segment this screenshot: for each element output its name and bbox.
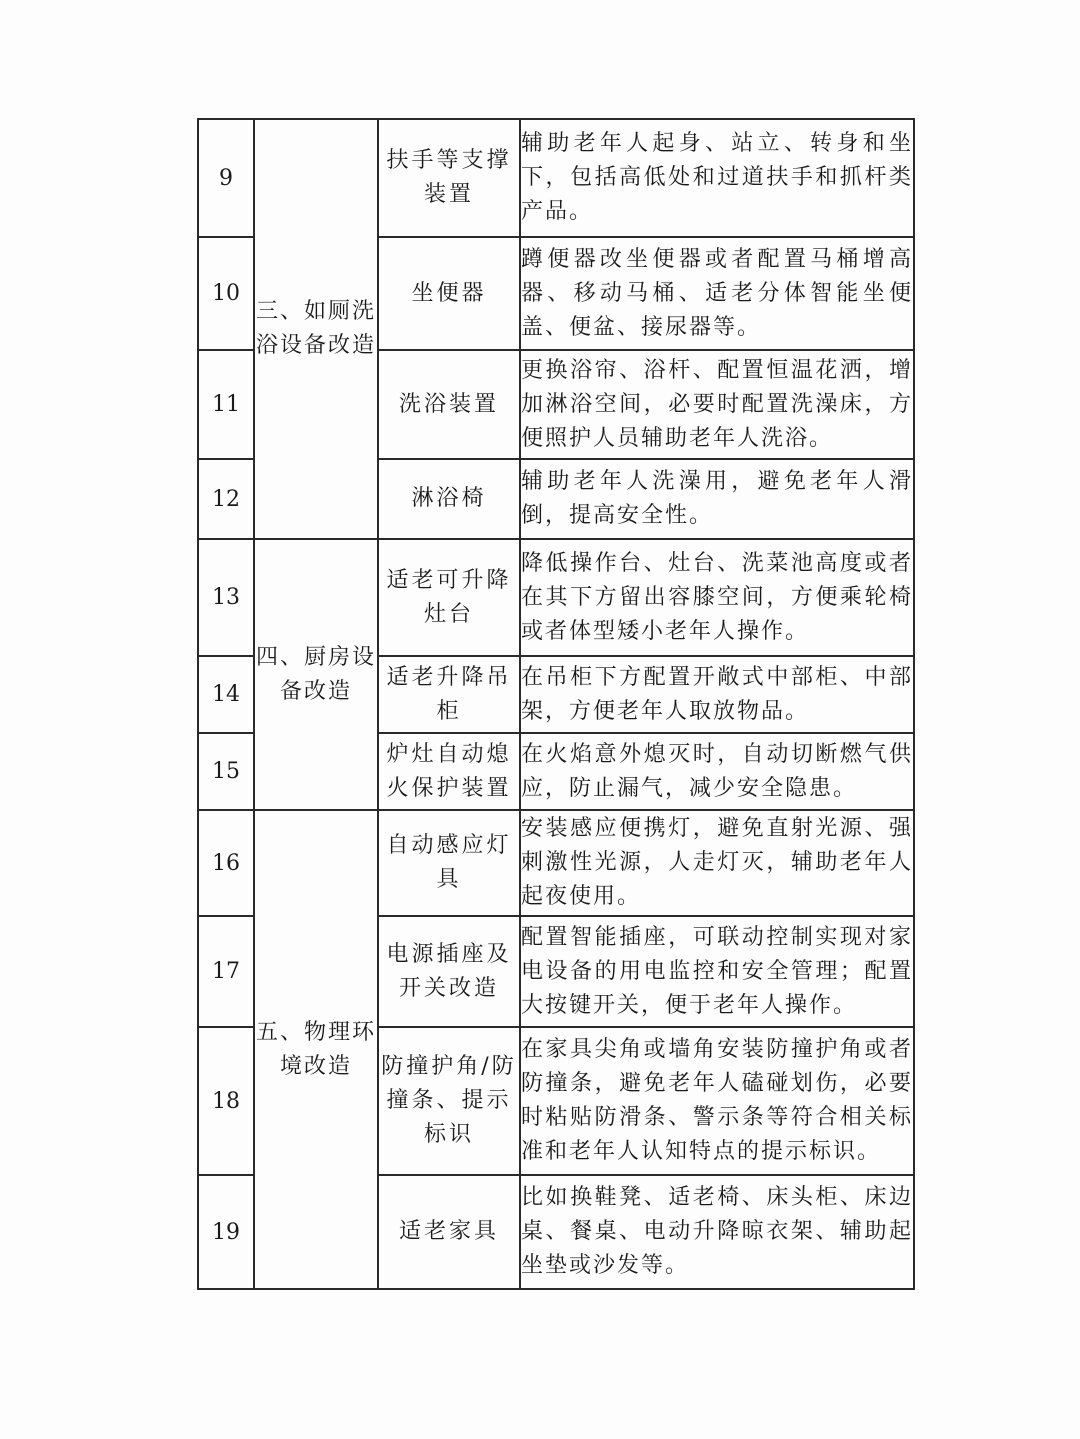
item-name: 防撞护角/防撞条、提示标识: [378, 1027, 520, 1175]
item-name: 适老家具: [378, 1175, 520, 1289]
item-description: 在吊柜下方配置开敞式中部柜、中部架，方便老年人取放物品。: [520, 656, 914, 733]
item-name: 炉灶自动熄火保护装置: [378, 733, 520, 810]
item-name: 淋浴椅: [378, 459, 520, 539]
row-number: 13: [198, 539, 254, 656]
table-row: [198, 810, 914, 916]
category-cell: 四、厨房设备改造: [254, 539, 378, 810]
row-number: 12: [198, 459, 254, 539]
table-row: [198, 539, 914, 656]
category-cell: 五、物理环境改造: [254, 810, 378, 1289]
item-name: 洗浴装置: [378, 350, 520, 459]
item-name: 适老升降吊柜: [378, 656, 520, 733]
item-description: 降低操作台、灶台、洗菜池高度或者在其下方留出容膝空间，方便乘轮椅或者体型矮小老年人操作。: [520, 539, 914, 656]
item-description: 更换浴帘、浴杆、配置恒温花洒，增加淋浴空间，必要时配置洗澡床，方便照护人员辅助老年人洗浴。: [520, 350, 914, 459]
item-name: 电源插座及开关改造: [378, 916, 520, 1027]
item-name: 自动感应灯具: [378, 810, 520, 916]
item-description: 辅助老年人起身、站立、转身和坐下，包括高低处和过道扶手和抓杆类产品。: [520, 119, 914, 237]
category-cell: 三、如厕洗浴设备改造: [254, 119, 378, 539]
row-number: 10: [198, 237, 254, 350]
renovation-items-table: [197, 118, 915, 1290]
table-row: [198, 119, 914, 237]
item-description: 比如换鞋凳、适老椅、床头柜、床边桌、餐桌、电动升降晾衣架、辅助起坐垫或沙发等。: [520, 1175, 914, 1289]
row-number: 17: [198, 916, 254, 1027]
row-number: 16: [198, 810, 254, 916]
row-number: 9: [198, 119, 254, 237]
item-description: 安装感应便携灯，避免直射光源、强刺激性光源，人走灯灭，辅助老年人起夜使用。: [520, 810, 914, 916]
row-number: 18: [198, 1027, 254, 1175]
item-name: 扶手等支撑装置: [378, 119, 520, 237]
row-number: 11: [198, 350, 254, 459]
item-name: 适老可升降灶台: [378, 539, 520, 656]
item-description: 在家具尖角或墙角安装防撞护角或者防撞条，避免老年人磕碰划伤，必要时粘贴防滑条、警示条等符合相关标准和老年人认知特点的提示标识。: [520, 1027, 914, 1175]
item-description: 在火焰意外熄灭时，自动切断燃气供应，防止漏气，减少安全隐患。: [520, 733, 914, 810]
row-number: 14: [198, 656, 254, 733]
row-number: 19: [198, 1175, 254, 1289]
item-name: 坐便器: [378, 237, 520, 350]
item-description: 辅助老年人洗澡用，避免老年人滑倒，提高安全性。: [520, 459, 914, 539]
row-number: 15: [198, 733, 254, 810]
item-description: 蹲便器改坐便器或者配置马桶增高器、移动马桶、适老分体智能坐便盖、便盆、接尿器等。: [520, 237, 914, 350]
item-description: 配置智能插座，可联动控制实现对家电设备的用电监控和安全管理；配置大按键开关，便于老年人操作。: [520, 916, 914, 1027]
